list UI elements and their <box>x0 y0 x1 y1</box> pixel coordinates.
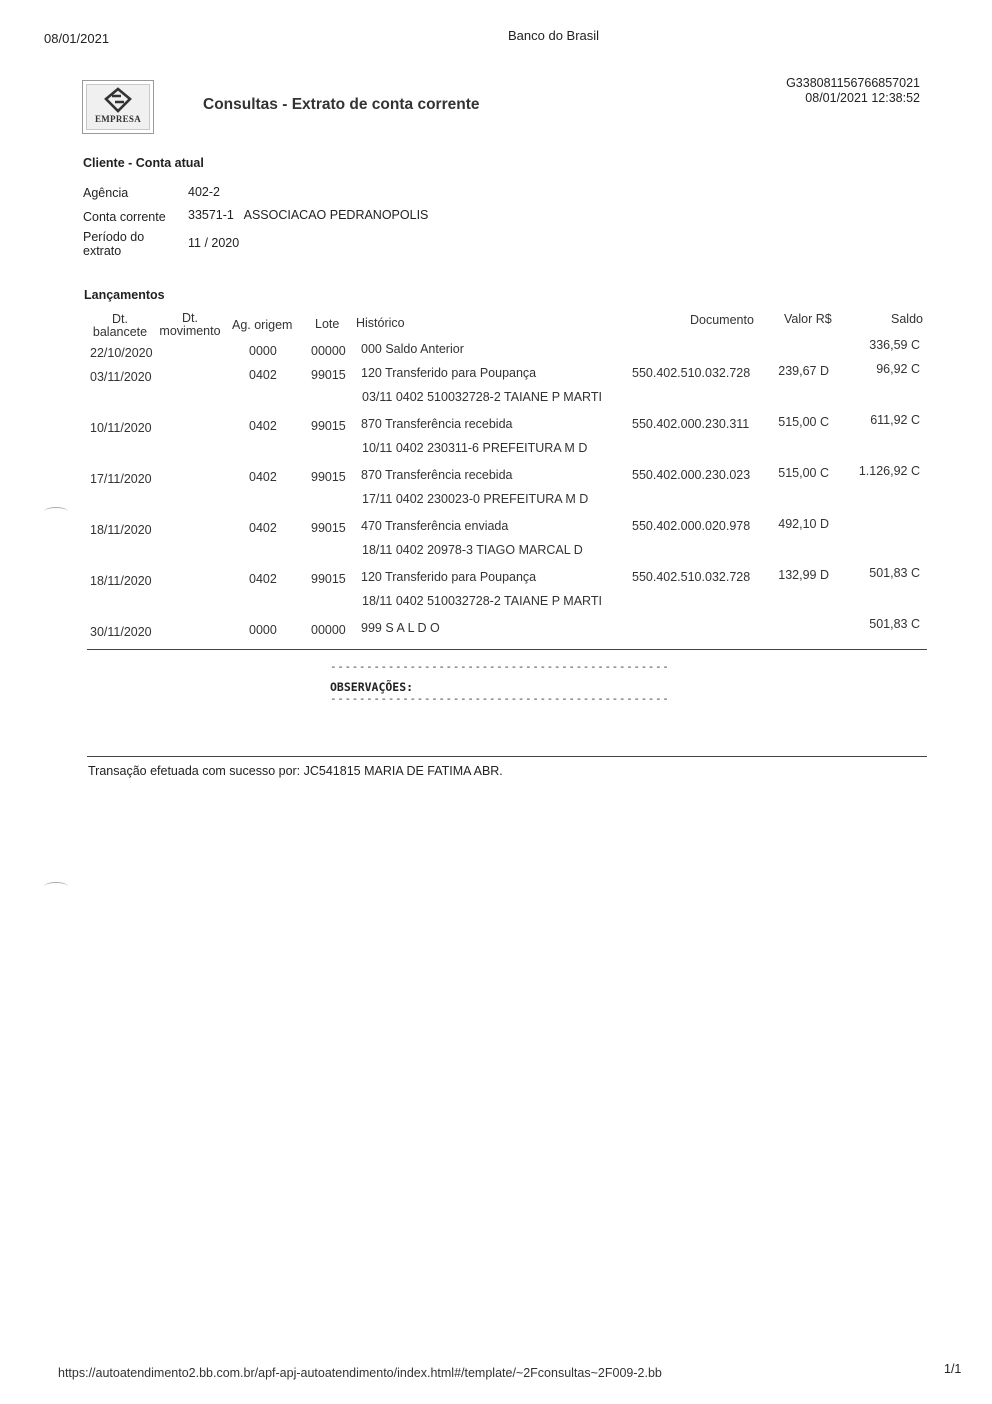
cell-saldo: 96,92 C <box>876 362 920 376</box>
cell-historico: 000 Saldo Anterior <box>361 342 464 356</box>
periodo-value: 11 / 2020 <box>188 236 240 250</box>
scan-mark <box>44 882 68 891</box>
logo-label: EMPRESA <box>94 114 142 124</box>
cell-historico-detalhe: 03/11 0402 510032728-2 TAIANE P MARTI <box>362 390 602 404</box>
header-dt-balancete: Dt. balancete <box>92 312 148 339</box>
footer-divider <box>87 756 927 757</box>
cell-historico-detalhe: 17/11 0402 230023-0 PREFEITURA M D <box>362 492 589 506</box>
header-lote: Lote <box>315 317 340 331</box>
cell-valor: 492,10 D <box>778 517 829 531</box>
cell-documento: 550.402.510.032.728 <box>632 366 751 380</box>
observacoes-dashes-top: ----------------------------------------------- <box>330 660 670 673</box>
cell-ag-origem: 0402 <box>249 521 277 535</box>
cell-lote: 99015 <box>311 521 346 535</box>
cell-lote: 99015 <box>311 470 346 484</box>
cell-lote: 00000 <box>311 623 346 637</box>
cell-saldo: 611,92 C <box>870 413 920 427</box>
conta-label: Conta corrente <box>83 210 166 224</box>
cell-historico: 870 Transferência recebida <box>361 468 513 482</box>
cell-historico-detalhe: 18/11 0402 510032728-2 TAIANE P MARTI <box>362 594 602 608</box>
header-historico: Histórico <box>356 316 405 330</box>
cell-valor: 132,99 D <box>778 568 829 582</box>
cell-historico: 999 S A L D O <box>361 621 440 635</box>
cell-documento: 550.402.000.230.311 <box>632 417 750 431</box>
bank-name: Banco do Brasil <box>508 28 600 43</box>
cell-dt-balancete: 22/10/2020 <box>90 346 153 360</box>
observacoes-label: OBSERVAÇÕES: <box>330 680 414 694</box>
cell-historico-detalhe: 18/11 0402 20978-3 TIAGO MARCAL D <box>362 543 583 557</box>
cell-historico: 470 Transferência enviada <box>361 519 509 533</box>
page-title: Consultas - Extrato de conta corrente <box>203 96 480 113</box>
cell-saldo: 501,83 C <box>869 617 920 631</box>
cell-ag-origem: 0402 <box>249 470 277 484</box>
cell-dt-balancete: 18/11/2020 <box>90 574 152 588</box>
cell-dt-balancete: 30/11/2020 <box>90 625 152 639</box>
cell-documento: 550.402.510.032.728 <box>632 570 751 584</box>
client-section-title: Cliente - Conta atual <box>83 156 204 170</box>
cell-saldo: 336,59 C <box>869 338 920 352</box>
header-dt-movimento: Dt. movimento <box>159 311 221 338</box>
header-ag-origem: Ag. origem <box>232 318 293 332</box>
transaction-confirmation: Transação efetuada com sucesso por: JC541815 MARIA DE FATIMA ABR. <box>88 764 503 778</box>
page-url: https://autoatendimento2.bb.com.br/apf-apj-autoatendimento/index.html#/template/~2Fconsultas~2F009-2.bb <box>58 1366 662 1380</box>
cell-lote: 99015 <box>311 419 346 433</box>
cell-dt-balancete: 03/11/2020 <box>90 370 152 384</box>
cell-saldo: 1.126,92 C <box>858 464 920 478</box>
cell-historico: 120 Transferido para Poupança <box>361 366 537 380</box>
scan-mark <box>44 507 68 516</box>
document-datetime: 08/01/2021 12:38:52 <box>805 91 920 105</box>
cell-historico: 120 Transferido para Poupança <box>361 570 537 584</box>
cell-dt-balancete: 10/11/2020 <box>90 421 152 435</box>
bb-logo-icon <box>103 87 133 113</box>
cell-ag-origem: 0402 <box>249 572 277 586</box>
document-id <box>786 76 920 106</box>
cell-historico: 870 Transferência recebida <box>361 417 513 431</box>
cell-valor: 515,00 C <box>778 415 829 429</box>
header-documento: Documento <box>690 313 754 327</box>
conta-value: 33571-1 ASSOCIACAO PEDRANOPOLIS <box>188 208 429 222</box>
cell-documento: 550.402.000.020.978 <box>632 519 751 533</box>
cell-ag-origem: 0402 <box>249 368 277 382</box>
periodo-label-line1: Período do <box>83 230 145 244</box>
header-valor: Valor R$ <box>784 312 832 326</box>
cell-valor: 239,67 D <box>778 364 829 378</box>
document-code: G338081156766857021 <box>786 76 920 90</box>
cell-saldo: 501,83 C <box>869 566 920 580</box>
cell-dt-balancete: 18/11/2020 <box>90 523 152 537</box>
periodo-label-line2: extrato <box>83 244 122 258</box>
lancamentos-section-title: Lançamentos <box>84 288 165 302</box>
table-bottom-divider <box>87 649 927 650</box>
observacoes-dashes-bottom: ----------------------------------------------- <box>330 692 670 705</box>
header-saldo: Saldo <box>891 312 923 326</box>
cell-lote: 99015 <box>311 368 346 382</box>
page-number: 1/1 <box>944 1362 962 1376</box>
agencia-value: 402-2 <box>188 185 220 199</box>
cell-lote: 99015 <box>311 572 346 586</box>
print-date: 08/01/2021 <box>44 31 110 46</box>
bank-logo <box>82 80 154 134</box>
cell-dt-balancete: 17/11/2020 <box>90 472 152 486</box>
cell-valor: 515,00 C <box>778 466 829 480</box>
cell-lote: 00000 <box>311 344 346 358</box>
cell-ag-origem: 0402 <box>249 419 277 433</box>
cell-documento: 550.402.000.230.023 <box>632 468 751 482</box>
cell-ag-origem: 0000 <box>249 344 277 358</box>
cell-historico-detalhe: 10/11 0402 230311-6 PREFEITURA M D <box>362 441 588 455</box>
cell-ag-origem: 0000 <box>249 623 277 637</box>
agencia-label: Agência <box>83 186 129 200</box>
